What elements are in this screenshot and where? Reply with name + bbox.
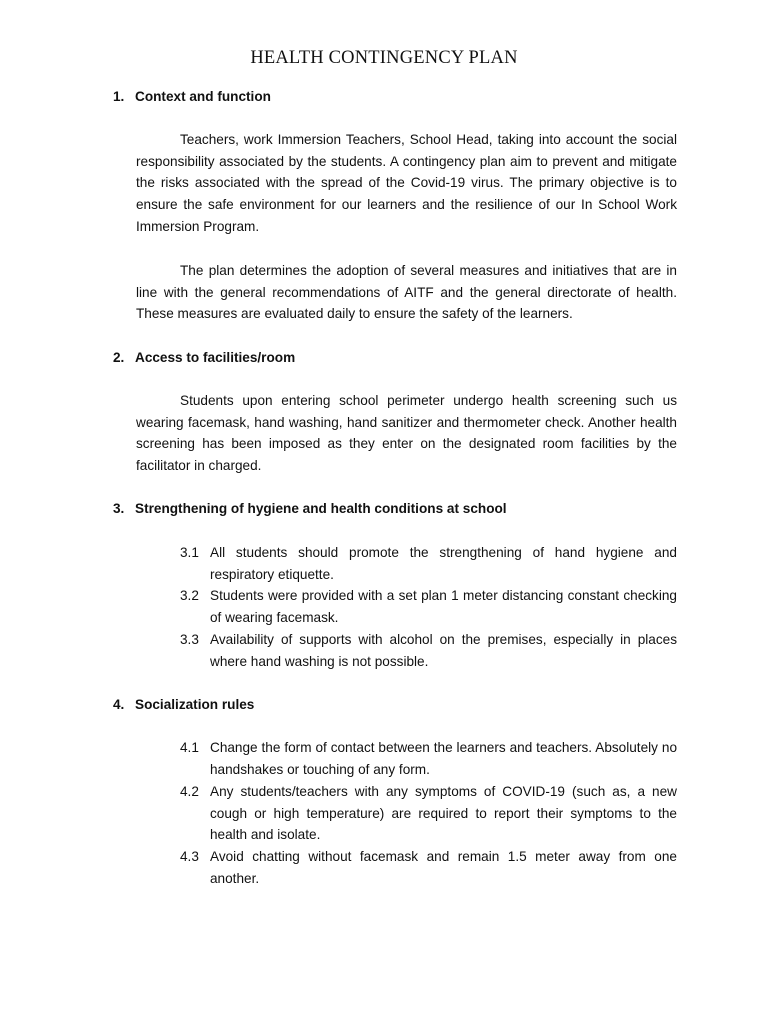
section-number: 4. [113,697,125,712]
item-number: 4.2 [180,784,199,799]
list-item [180,585,677,628]
list-item [180,629,677,672]
section-number: 3. [113,501,125,516]
item-text: Avoid chatting without facemask and remain 1.5 meter away from one another. [210,849,677,886]
section-title: Socialization rules [135,697,255,712]
item-number: 3.2 [180,588,199,603]
section-heading-hygiene [113,498,676,520]
item-number: 3.1 [180,545,199,560]
list-item [180,542,677,585]
section-title: Access to facilities/room [135,350,296,365]
section-number: 2. [113,350,125,365]
list-item [180,846,677,889]
paragraph: Teachers, work Immersion Teachers, School Head, taking into account the social responsibility associated by the students. A contingency plan aim to prevent and mitigate the risks associated with the spread of the Covid-19 virus. The primary objective is to ensure the safe environment for our learners and the resilience of our In School Work Immersion Program. [136,132,677,234]
document-title: HEALTH CONTINGENCY PLAN [250,48,518,68]
item-text: Change the form of contact between the learners and teachers. Absolutely no handshakes or touching of any form. [210,740,677,777]
section-number: 1. [113,89,125,104]
item-number: 4.1 [180,740,199,755]
section-title: Context and function [135,89,271,104]
list-item [180,781,677,846]
section-title: Strengthening of hygiene and health conditions at school [135,501,507,516]
item-text: All students should promote the strengthening of hand hygiene and respiratory etiquette. [210,545,677,582]
paragraph: Students upon entering school perimeter undergo health screening such us wearing facemask, hand washing, hand sanitizer and thermometer check. Another health screening has been imposed as they enter on the designated room facilities by the facilitator in charged. [136,393,677,474]
section-heading-context [113,86,676,108]
item-text: Students were provided with a set plan 1 meter distancing constant checking of wearing facemask. [210,588,677,625]
item-text: Any students/teachers with any symptoms of COVID-19 (such as, a new cough or high temperature) are required to report their symptoms to the health and isolate. [210,784,677,843]
item-number: 3.3 [180,632,199,647]
paragraph: The plan determines the adoption of several measures and initiatives that are in line with the general recommendations of AITF and the general directorate of health. These measures are evaluated daily to ensure the safety of the learners. [136,263,677,322]
list-item [180,737,677,780]
section-heading-access [113,347,676,369]
item-number: 4.3 [180,849,199,864]
item-text: Availability of supports with alcohol on the premises, especially in places where hand washing is not possible. [210,632,677,669]
section-heading-socialization [113,694,676,716]
